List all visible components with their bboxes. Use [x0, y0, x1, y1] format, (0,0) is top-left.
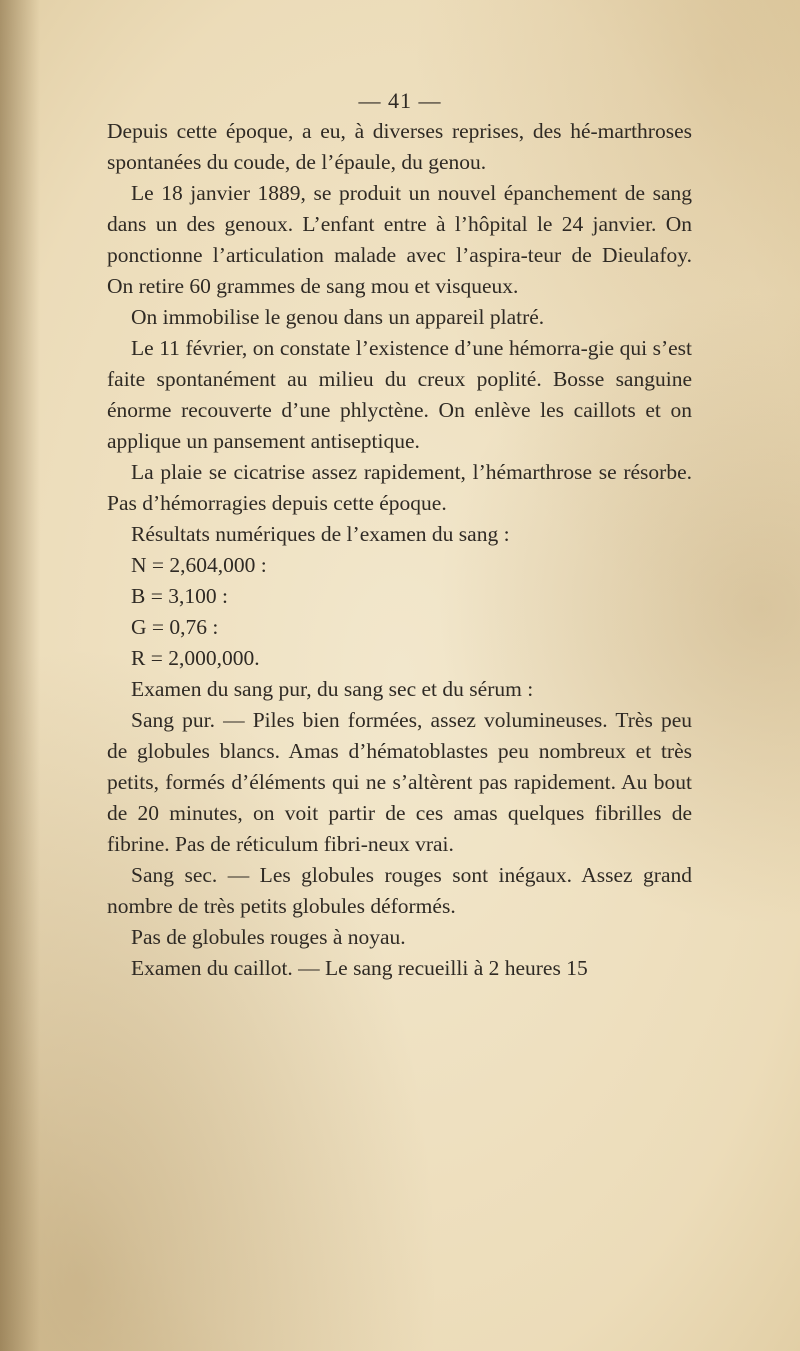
paragraph: Sang pur. — Piles bien formées, assez volumineuses. Très peu de globules blancs. Amas d’hématoblastes peu nombreux et très petits, formés d’éléments qui ne s’altèrent pas rapidement. Au bout de 20 minutes, on voit partir de ces amas quelques fibrilles de fibrine. Pas de réticulum fibri-neux vrai.: [107, 708, 692, 856]
paragraph: Depuis cette époque, a eu, à diverses reprises, des hé-marthroses spontanées du coude, de l’épaule, du genou.: [107, 119, 692, 174]
blood-count-g: G = 0,76 :: [131, 615, 219, 639]
page-edge-shadow: [0, 0, 40, 1351]
paragraph: Examen du caillot. — Le sang recueilli à 2 heures 15: [131, 956, 588, 980]
paragraph: Le 18 janvier 1889, se produit un nouvel épanchement de sang dans un des genoux. L’enfant entre à l’hôpital le 24 janvier. On ponctionne l’articulation malade avec l’aspira-teur de Dieulafoy. On retire 60 grammes de sang mou et visqueux.: [107, 181, 692, 298]
page-number: — 41 —: [358, 88, 442, 113]
paragraph: Le 11 février, on constate l’existence d’une hémorra-gie qui s’est faite spontanément au milieu du creux poplité. Bosse sanguine énorme recouverte d’une phlyctène. On enlève les caillots et on applique un pansement antiseptique.: [107, 336, 692, 453]
page-body: [107, 116, 692, 984]
paragraph: Résultats numériques de l’examen du sang :: [131, 522, 510, 546]
paragraph: La plaie se cicatrise assez rapidement, l’hémarthrose se résorbe. Pas d’hémorragies depuis cette époque.: [107, 460, 692, 515]
paragraph: Examen du sang pur, du sang sec et du sérum :: [131, 677, 534, 701]
blood-count-b: B = 3,100 :: [131, 584, 228, 608]
blood-count-n: N = 2,604,000 :: [131, 553, 267, 577]
blood-count-r: R = 2,000,000.: [131, 646, 260, 670]
paragraph: Pas de globules rouges à noyau.: [131, 925, 406, 949]
paragraph: On immobilise le genou dans un appareil platré.: [131, 305, 545, 329]
paragraph: Sang sec. — Les globules rouges sont inégaux. Assez grand nombre de très petits globules déformés.: [107, 863, 692, 918]
